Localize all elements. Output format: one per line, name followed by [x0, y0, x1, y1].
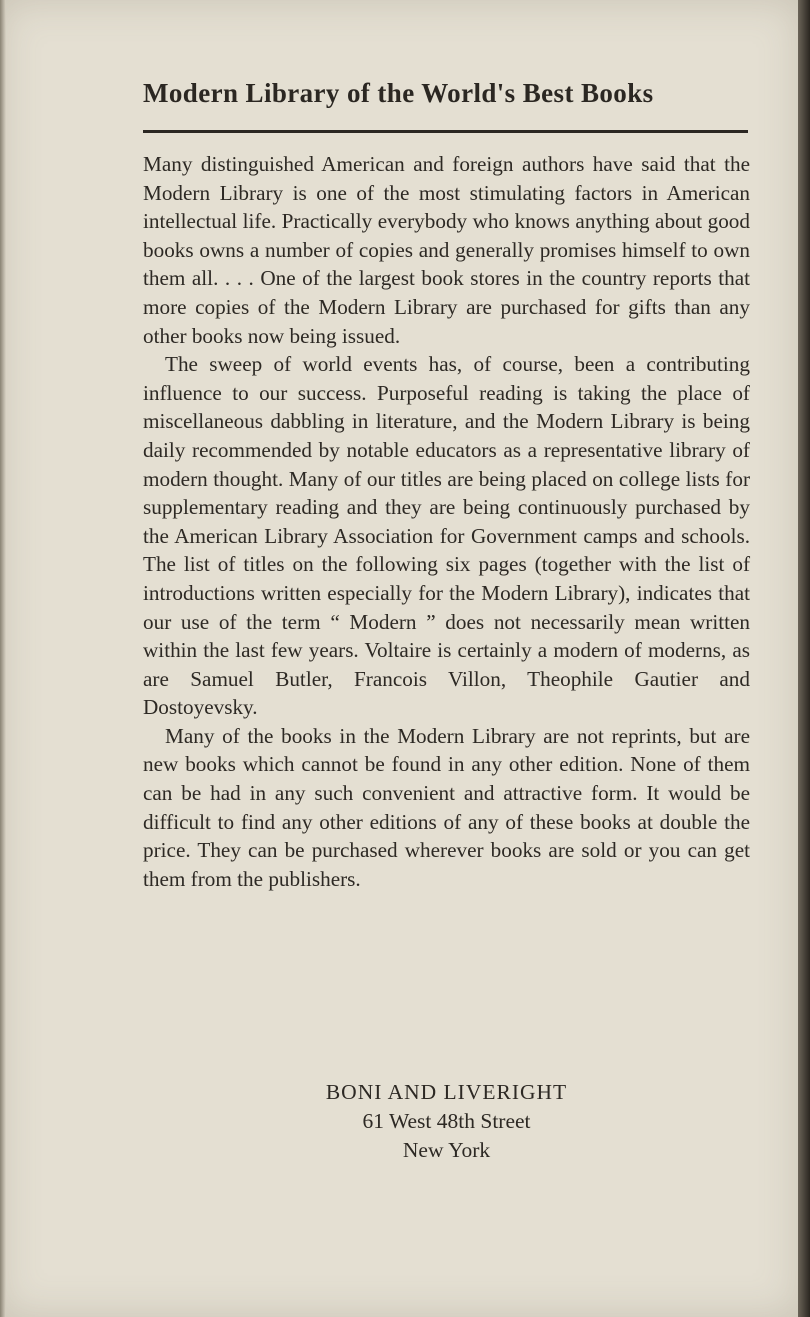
page-left-edge — [0, 0, 6, 1317]
publisher-city: New York — [402, 1138, 491, 1162]
publisher-street: 61 West 48th Street — [362, 1109, 531, 1133]
header-rule — [143, 130, 748, 133]
paragraph-3: Many of the books in the Modern Library are not reprints, but are new books which cannot be found in any other edition. None of them can be had in any such convenient and attractive form. It would be difficult to find any other editions of any of these books at double the price. They can be purchased wherever books are sold or you can get them from the publishers. — [143, 723, 750, 891]
body-text — [143, 150, 750, 893]
publisher-name: BONI AND LIVERIGHT — [325, 1080, 568, 1104]
running-header: Modern Library of the World's Best Books — [143, 78, 654, 108]
book-spine-shadow — [798, 0, 810, 1317]
paragraph-1: Many distinguished American and foreign authors have said that the Modern Library is one of the most stimulating factors in American intellectual life. Practically everybody who knows anything about good books owns a number of copies and generally promises himself to own them all. . . . One of the largest book stores in the country reports that more copies of the Modern Library are purchased for gifts than any other books now being issued. — [143, 152, 750, 348]
publisher-imprint — [143, 1078, 750, 1165]
paragraph-2: The sweep of world events has, of course, been a contributing influence to our success. Purposeful reading is taking the place of miscellaneous dabbling in literature, and the Modern Library is being daily recommended by notable educators as a representative library of modern thought. Many of our titles are being placed on college lists for supplementary reading and they are being continuously purchased by the American Library Association for Government camps and schools. The list of titles on the following six pages (together with the list of introductions written especially for the Modern Library), indicates that our use of the term “ Modern ” does not necessarily mean written within the last few years. Voltaire is certainly a modern of moderns, as are Samuel Butler, Francois Villon, Theophile Gautier and Dostoyevsky. — [143, 352, 750, 720]
